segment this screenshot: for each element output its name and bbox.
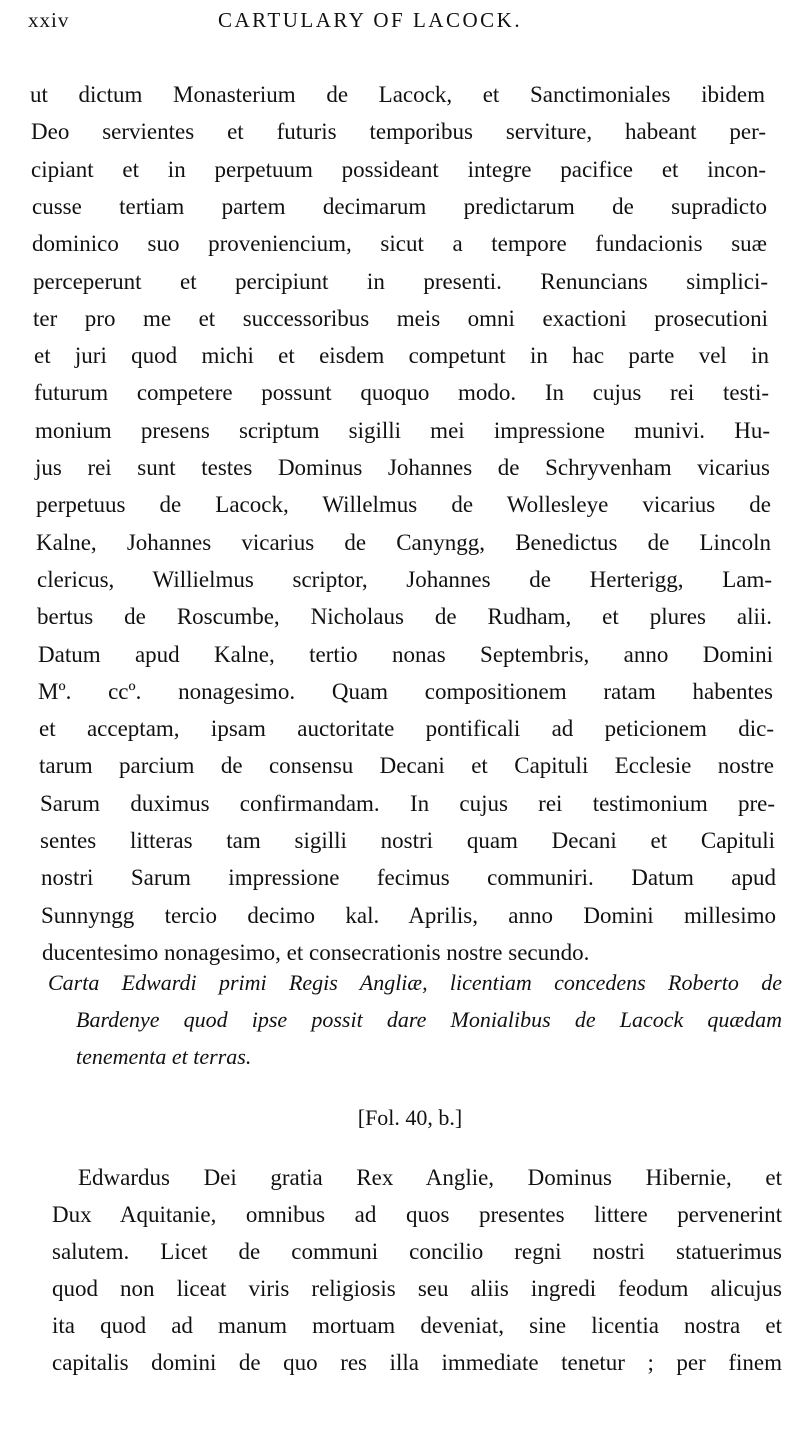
text-line: ducentesimo nonagesimo, et consecrationis nostre secundo. [42, 939, 590, 965]
text-line: Datum apud Kalne, tertio nonas Septembris, anno Domini [38, 641, 773, 667]
text-line: capitalis domini de quo res illa immediate tenetur ; per finem [52, 1350, 782, 1375]
text-line: ter pro me et successoribus meis omni exactioni prosecutioni [33, 305, 768, 331]
text-line: clericus, Willielmus scriptor, Johannes de Herterigg, Lam- [37, 566, 772, 592]
text-line: ut dictum Monasterium de Lacock, et Sanctimoniales ibidem [30, 82, 765, 107]
text-line: bertus de Roscumbe, Nicholaus de Rudham, et plures alii. [37, 604, 772, 630]
text-line: et juri quod michi et eisdem competunt in hac parte vel in [34, 343, 769, 369]
text-line: Sarum duximus confirmandam. In cujus rei testimonium pre- [40, 790, 775, 816]
text-line: nostri Sarum impressione fecimus communiri. Datum apud [41, 865, 776, 891]
text-line: Sunnyngg tercio decimo kal. Aprilis, anno Domini millesimo [41, 902, 776, 928]
text-line: Deo servientes et futuris temporibus serviture, habeant per- [31, 119, 766, 145]
running-title: CARTULARY OF LACOCK. [218, 8, 523, 32]
text-line: perceperunt et percipiunt in presenti. Renuncians simplici- [33, 268, 768, 294]
text-line: tarum parcium de consensu Decani et Capituli Ecclesie nostre [39, 753, 774, 779]
text-line: dominico suo proveniencium, sicut a tempore fundacionis suæ [32, 231, 767, 257]
text-line: monium presens scriptum sigilli mei impressione munivi. Hu- [35, 417, 770, 443]
page-number: xxiv [28, 8, 70, 32]
text-line: cusse tertiam partem decimarum predictarum de supradicto [32, 193, 767, 219]
text-line: Edwardus Dei gratia Rex Anglie, Dominus Hibernie, et [78, 1165, 782, 1190]
folio-reference: [Fol. 40, b.] [357, 1105, 463, 1130]
text-line: quod non liceat viris religiosis seu aliis ingredi feodum alicujus [52, 1276, 782, 1301]
heading-line: tenementa et terras. [76, 1044, 252, 1069]
text-line: salutem. Licet de communi concilio regni nostri statuerimus [52, 1239, 782, 1264]
text-line: Mº. ccº. nonagesimo. Quam compositionem ratam habentes [38, 678, 773, 704]
text-line: Dux Aquitanie, omnibus ad quos presentes littere pervenerint [52, 1202, 782, 1227]
text-line: cipiant et in perpetuum possideant integre pacifice et incon- [31, 156, 766, 182]
heading-line: Carta Edwardi primi Regis Angliæ, licentiam concedens Roberto de [48, 970, 782, 995]
text-line: Kalne, Johannes vicarius de Canyngg, Benedictus de Lincoln [36, 529, 771, 555]
text-line: et acceptam, ipsam auctoritate pontificali ad peticionem dic- [39, 716, 774, 742]
text-line: jus rei sunt testes Dominus Johannes de Schryvenham vicarius [35, 455, 770, 480]
text-line: ita quod ad manum mortuam deveniat, sine licentia nostra et [52, 1313, 782, 1338]
heading-line: Bardenye quod ipse possit dare Monialibus de Lacock quædam [76, 1007, 782, 1032]
text-line: sentes litteras tam sigilli nostri quam Decani et Capituli [40, 828, 775, 853]
text-line: perpetuus de Lacock, Willelmus de Wollesleye vicarius de [36, 492, 771, 518]
text-line: futurum competere possunt quoquo modo. In cujus rei testi- [34, 380, 769, 406]
